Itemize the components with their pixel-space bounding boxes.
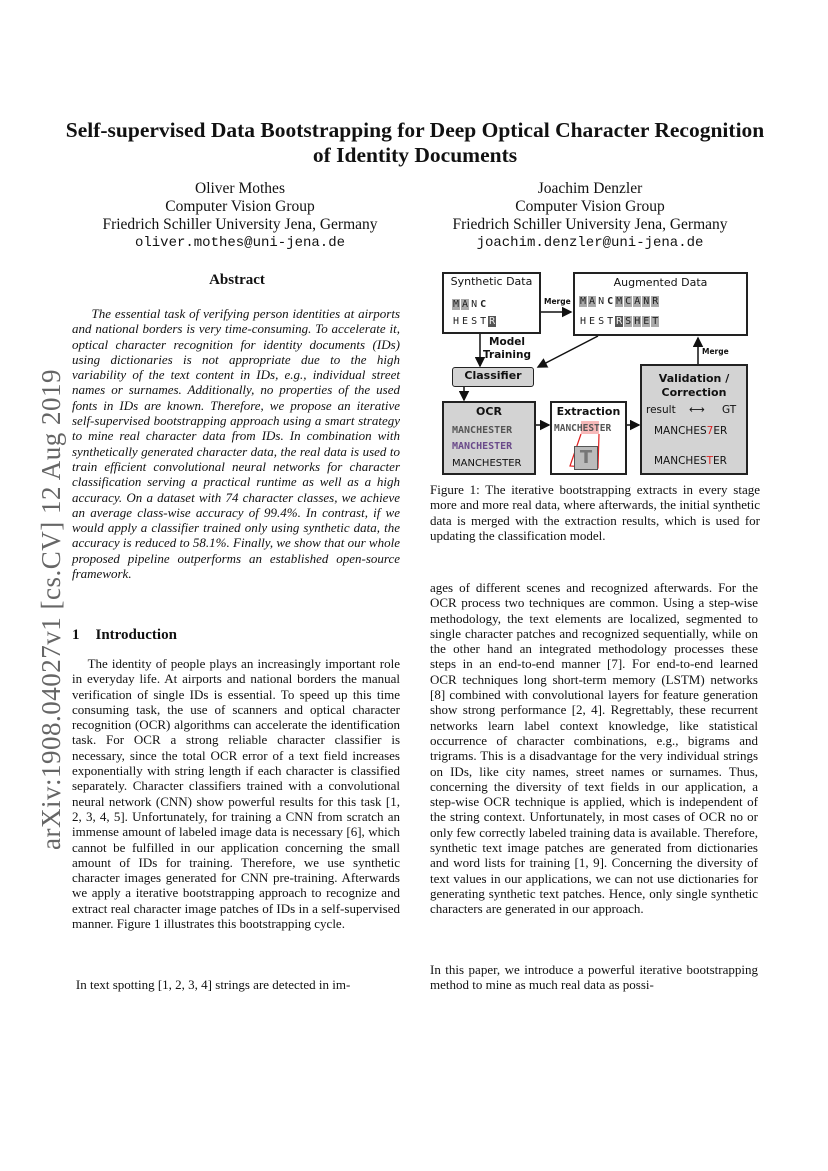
author-affiliation: Friedrich Schiller University Jena, Germany xyxy=(452,216,728,233)
section-number: 1 xyxy=(72,627,80,643)
author-group: Computer Vision Group xyxy=(165,198,315,215)
intro-paragraph-2: In text spotting [1, 2, 3, 4] strings are detected in im- xyxy=(75,977,351,992)
section-heading xyxy=(72,627,193,644)
char-patch: H xyxy=(453,316,460,327)
paper-title: Self-supervised Data Bootstrapping for Deep Optical Character Recognition of Identity Documents xyxy=(65,118,765,167)
col2-paragraph-2: In this paper, we introduce a powerful iterative bootstrapping method to mine as much real data as possi- xyxy=(430,962,758,993)
author-affiliation: Friedrich Schiller University Jena, Germany xyxy=(102,216,378,233)
corrected-char: T xyxy=(706,455,714,467)
char-patch: T xyxy=(480,316,487,327)
merge-label-right: Merge xyxy=(702,347,729,356)
char-patch: T xyxy=(607,316,614,327)
abstract-heading: Abstract xyxy=(209,272,265,288)
synthetic-chars-row-1 xyxy=(452,299,488,310)
extracted-patch: T xyxy=(574,446,598,470)
char-patch: S xyxy=(471,316,478,327)
char-patch: M xyxy=(453,299,460,310)
char-patch: C xyxy=(625,296,632,307)
result-label: result xyxy=(646,404,676,416)
author-name: Oliver Mothes xyxy=(195,180,285,197)
section-title: Introduction xyxy=(95,627,177,643)
char-patch: M xyxy=(580,296,587,307)
author-email[interactable]: joachim.denzler@uni-jena.de xyxy=(476,235,704,251)
ocr-label: OCR xyxy=(476,405,502,418)
extraction-box xyxy=(550,401,627,475)
char-patch: R xyxy=(652,296,659,307)
char-patch: R xyxy=(616,316,623,327)
ocr-line-2: MANCHESTER xyxy=(452,441,513,452)
char-patch: H xyxy=(634,316,641,327)
augmented-data-box xyxy=(573,272,748,336)
text-segment: ER xyxy=(713,425,728,437)
author-block-2 xyxy=(420,180,760,252)
text-segment: ER xyxy=(713,455,727,467)
model-training-label: Model Training xyxy=(483,336,531,361)
col2-paragraph-1: ages of different scenes and recognized afterwards. For the OCR process two techniques are common. Using a step-wise methodology, the text elements are localized, segmented to single character patches and recognized sequentially, while on the other hand an integrated methodology processes these steps in an end-to-end manner [7]. For end-to-end learned OCR techniques long short-term memory (LSTM) networks [8] combined with convolutional layers for feature generation show strong performance [2, 4]. Regrettably, these recurrent networks learn label context knowledge, like statistical occurrence of character combinations, e.g., bigrams and trigrams. This is a disadvantage for the very individual strings on IDs, like city names, street names or surnames. Thus, concerning the diversity of text fields in our application, a step-wise OCR technique is applied, which is independent of the string context. Unfortunately, in most cases of OCR no or only few correctly labeled training data is available. Therefore, synthetic text image patches are generated from dictionaries and word lists for training [1, 9]. Concerning the diversity of text values in our applications, we can not use dictionaries for generating synthetic text patches. Hence, only single synthetic characters are generated in our approach. xyxy=(430,580,758,917)
validation-gt-line xyxy=(654,455,727,467)
author-group: Computer Vision Group xyxy=(515,198,665,215)
abstract-text: The essential task of verifying person identities at airports and national borders is very time-consuming. To accelerate it, optical character recognition for identity documents (IDs) using dictionaries is not appropriate due to the high variability of the text content in IDs, e.g., individual street names or surnames. Additionally, no properties of the used fonts in IDs are known. Therefore, we propose an iterative self-supervised bootstrapping approach using a smart strategy to mine real character data from IDs. In combination with synthetically generated character data, the real data is used to train efficient convolutional neural networks for character classification serving a practical runtime as well as a high accuracy. On a dataset with 74 character classes, we achieve an average class-wise accuracy of 99.4%. In contrast, if we would apply a classifier trained only using synthetic data, the accuracy is reduced to 58.1%. Finally, we show that our whole proposed pipeline outperforms an established open-source framework. xyxy=(72,306,400,582)
char-patch: N xyxy=(643,296,650,307)
ocr-line-1: MANCHESTER xyxy=(452,425,513,436)
text-segment: MANCHES xyxy=(654,455,707,467)
intro-paragraph-1: The identity of people plays an increasingly important role in everyday life. At airports and national borders the manual verification of single IDs is essential. To speed up this time consuming task, the use of scanners and optical character recognition (OCR) algorithms can accelerate the identification task. For OCR a strong reliable character classifier is necessary, since the total OCR error of a text field increases exponentially with string length if each character is classified separately. Character classifiers trained with a convolutional neural network (CNN) show powerful results for this task [1, 2, 3, 4, 5]. Unfortunately, for training a CNN from scratch an immense amount of labeled image data is necessary [6], which cannot be fulfilled in our application concerning the small amount of IDs for training. Therefore, we use synthetic character images generated for CNN pre-training. Afterwards we apply a iterative bootstrapping approach to recognize and extract real character image patches of IDs in a self-supervised manner. Figure 1 illustrates this bootstrapping cycle. xyxy=(72,656,400,932)
char-patch: S xyxy=(598,316,605,327)
char-patch: S xyxy=(625,316,632,327)
synthetic-chars-row-2 xyxy=(452,316,497,327)
char-patch: N xyxy=(471,299,478,310)
validation-box xyxy=(640,364,748,475)
char-patch: R xyxy=(489,316,496,327)
validation-label: Validation / Correction xyxy=(658,372,730,399)
char-patch: C xyxy=(607,296,614,307)
synthetic-data-box xyxy=(442,272,541,334)
gt-label: GT xyxy=(722,404,737,416)
ocr-box xyxy=(442,401,536,475)
char-patch: H xyxy=(580,316,587,327)
synthetic-data-label: Synthetic Data xyxy=(450,275,533,288)
char-patch: A xyxy=(589,296,596,307)
merge-label-top: Merge xyxy=(544,297,571,306)
extraction-text: MANCHESTER xyxy=(554,423,612,434)
char-patch: N xyxy=(598,296,605,307)
augmented-chars-row-2 xyxy=(579,316,660,327)
classifier-box xyxy=(452,367,534,387)
char-patch: A xyxy=(634,296,641,307)
augmented-chars-row-1 xyxy=(579,296,660,307)
char-patch: E xyxy=(462,316,469,327)
classifier-label: Classifier xyxy=(464,369,522,382)
char-patch: A xyxy=(462,299,469,310)
ocr-line-3: MANCHESTER xyxy=(452,458,522,469)
error-char: 7 xyxy=(706,425,714,437)
author-name: Joachim Denzler xyxy=(537,180,643,197)
char-patch: E xyxy=(589,316,596,327)
char-patch: E xyxy=(643,316,650,327)
author-email[interactable]: oliver.mothes@uni-jena.de xyxy=(134,235,346,251)
figure-caption: Figure 1: The iterative bootstrapping extracts in every stage more and more real data, where afterwards, the initial synthetic data is merged with the extraction results, which is used for updating the classification model. xyxy=(430,482,760,543)
char-patch: M xyxy=(616,296,623,307)
augmented-data-label: Augmented Data xyxy=(613,276,708,289)
double-arrow-icon: ⟷ xyxy=(689,403,705,416)
validation-result-line xyxy=(654,425,727,437)
extraction-label: Extraction xyxy=(556,405,621,418)
char-patch: T xyxy=(652,316,659,327)
char-patch: C xyxy=(480,299,487,310)
text-segment: MANCHES xyxy=(654,425,707,437)
arxiv-stamp: arXiv:1908.04027v1 [cs.CV] 12 Aug 2019 xyxy=(36,369,66,850)
figure-bootstrapping-diagram xyxy=(440,270,758,480)
author-block-1 xyxy=(70,180,410,252)
